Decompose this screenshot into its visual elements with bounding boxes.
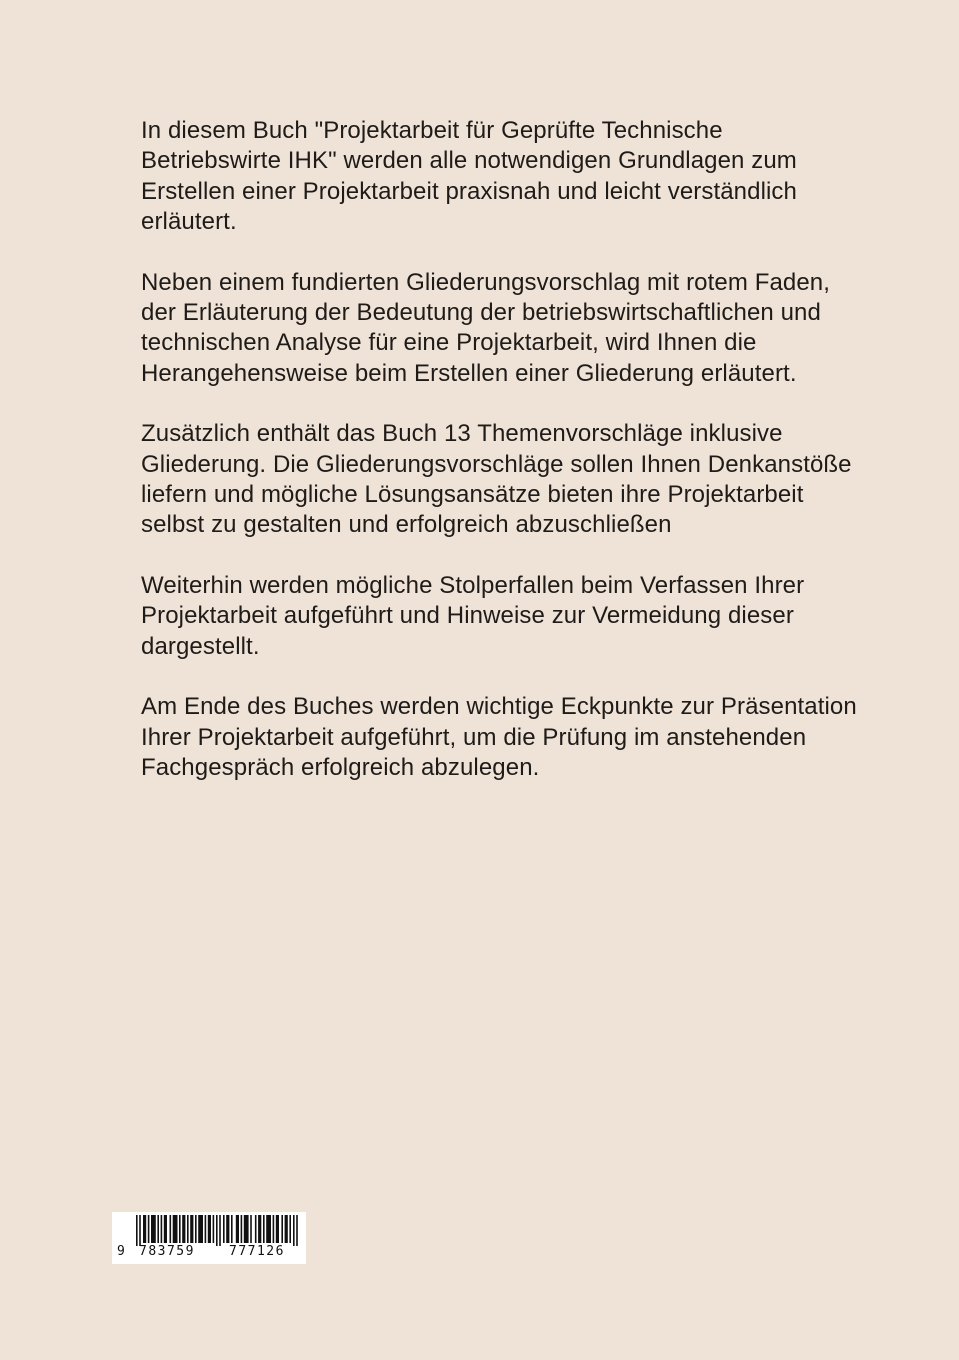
barcode-bars-icon: [112, 1212, 306, 1246]
blurb-paragraph-2: Neben einem fundierten Gliederungsvorschlag mit rotem Faden, der Erläuterung der Bedeutung der betriebswirtschaftlichen und technischen Analyse für eine Projektarbeit, wird Ihnen die Herangehensweise beim Erstellen einer Gliederung erläutert.: [141, 268, 831, 387]
blurb-paragraph-5: Am Ende des Buches werden wichtige Eckpunkte zur Präsentation Ihrer Projektarbeit aufgeführt, um die Prüfung im anstehenden Fachgespräch erfolgreich abzulegen.: [141, 693, 857, 781]
isbn-right-group: 777126: [229, 1244, 285, 1259]
isbn-number: [112, 1242, 306, 1262]
blurb-paragraph-3: Zusätzlich enthält das Buch 13 Themenvorschläge inklusive Gliederung. Die Gliederungsvorschläge sollen Ihnen Denkanstöße liefern und mögliche Lösungsansätze bieten ihre Projektarbeit selbst zu gestalten und erfolgreich abzuschließen: [141, 420, 852, 539]
blurb-paragraph-4: Weiterhin werden mögliche Stolperfallen beim Verfassen Ihrer Projektarbeit aufgeführt und Hinweise zur Vermeidung dieser dargestellt.: [141, 571, 805, 660]
isbn-lead-digit: 9: [117, 1244, 125, 1259]
isbn-barcode: [112, 1212, 306, 1264]
back-cover-text: [141, 116, 861, 813]
isbn-left-group: 783759: [139, 1244, 195, 1259]
blurb-paragraph-1: In diesem Buch "Projektarbeit für Geprüfte Technische Betriebswirte IHK" werden alle notwendigen Grundlagen zum Erstellen einer Projektarbeit praxisnah und leicht verständlich erläutert.: [141, 117, 797, 236]
